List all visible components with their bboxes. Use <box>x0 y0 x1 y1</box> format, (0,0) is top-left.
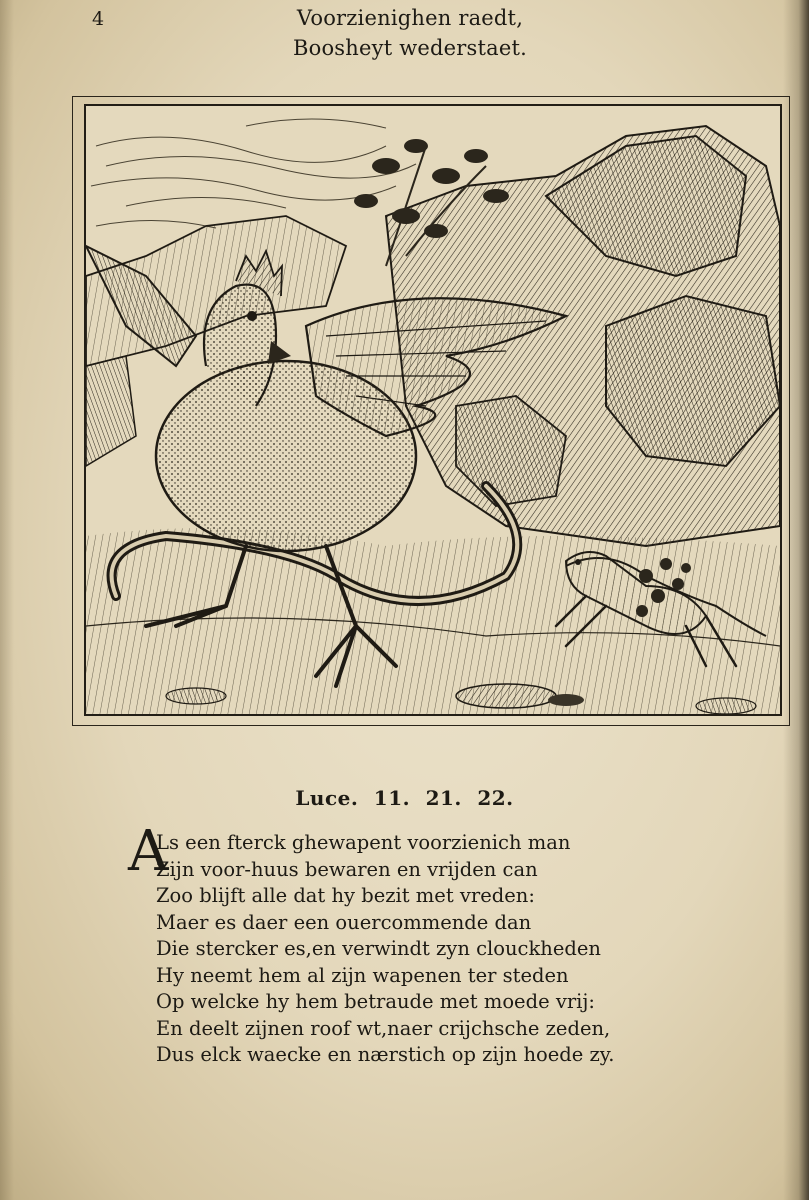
engraving-plate <box>84 104 782 716</box>
running-head-line-1: Voorzienighen raedt, <box>296 6 524 30</box>
caption-chapter: 11. <box>373 786 411 810</box>
caption-book: Luce. <box>295 786 359 810</box>
page-gutter-shadow <box>0 0 14 1200</box>
running-head-line-2: Boosheyt wederstaet. <box>292 36 527 60</box>
poem-line: Zijn voor-huus bewaren en vrijden can <box>156 857 538 881</box>
drop-cap: A <box>128 819 169 884</box>
poem-line: Maer es daer een ouercommende dan <box>156 910 532 934</box>
scripture-reference <box>0 786 809 810</box>
caption-verse-2: 22. <box>477 786 514 810</box>
poem-first-line-text: Ls een fterck ghewapent voorzienich man <box>156 831 571 854</box>
poem-line: Op welcke hy hem betraude met moede vrij: <box>156 990 596 1013</box>
poem-line: Dus elck waecke en nærstich op zijn hoede zy. <box>156 1043 615 1066</box>
caption-verse-1: 21. <box>425 786 462 810</box>
poem-line-1 <box>156 830 636 857</box>
poem-line: Die stercker es,en verwindt zyn clouckheden <box>156 937 601 960</box>
poem-line: En deelt zijnen roof wt,naer crijchsche zeden, <box>156 1016 611 1040</box>
page-number: 4 <box>92 8 105 30</box>
poem-line: Hy neemt hem al zijn wapenen ter steden <box>156 963 569 987</box>
engraving-illustration <box>86 106 780 714</box>
poem-line: Zoo blijft alle dat hy bezit met vreden: <box>156 884 535 907</box>
poem <box>156 830 636 1069</box>
